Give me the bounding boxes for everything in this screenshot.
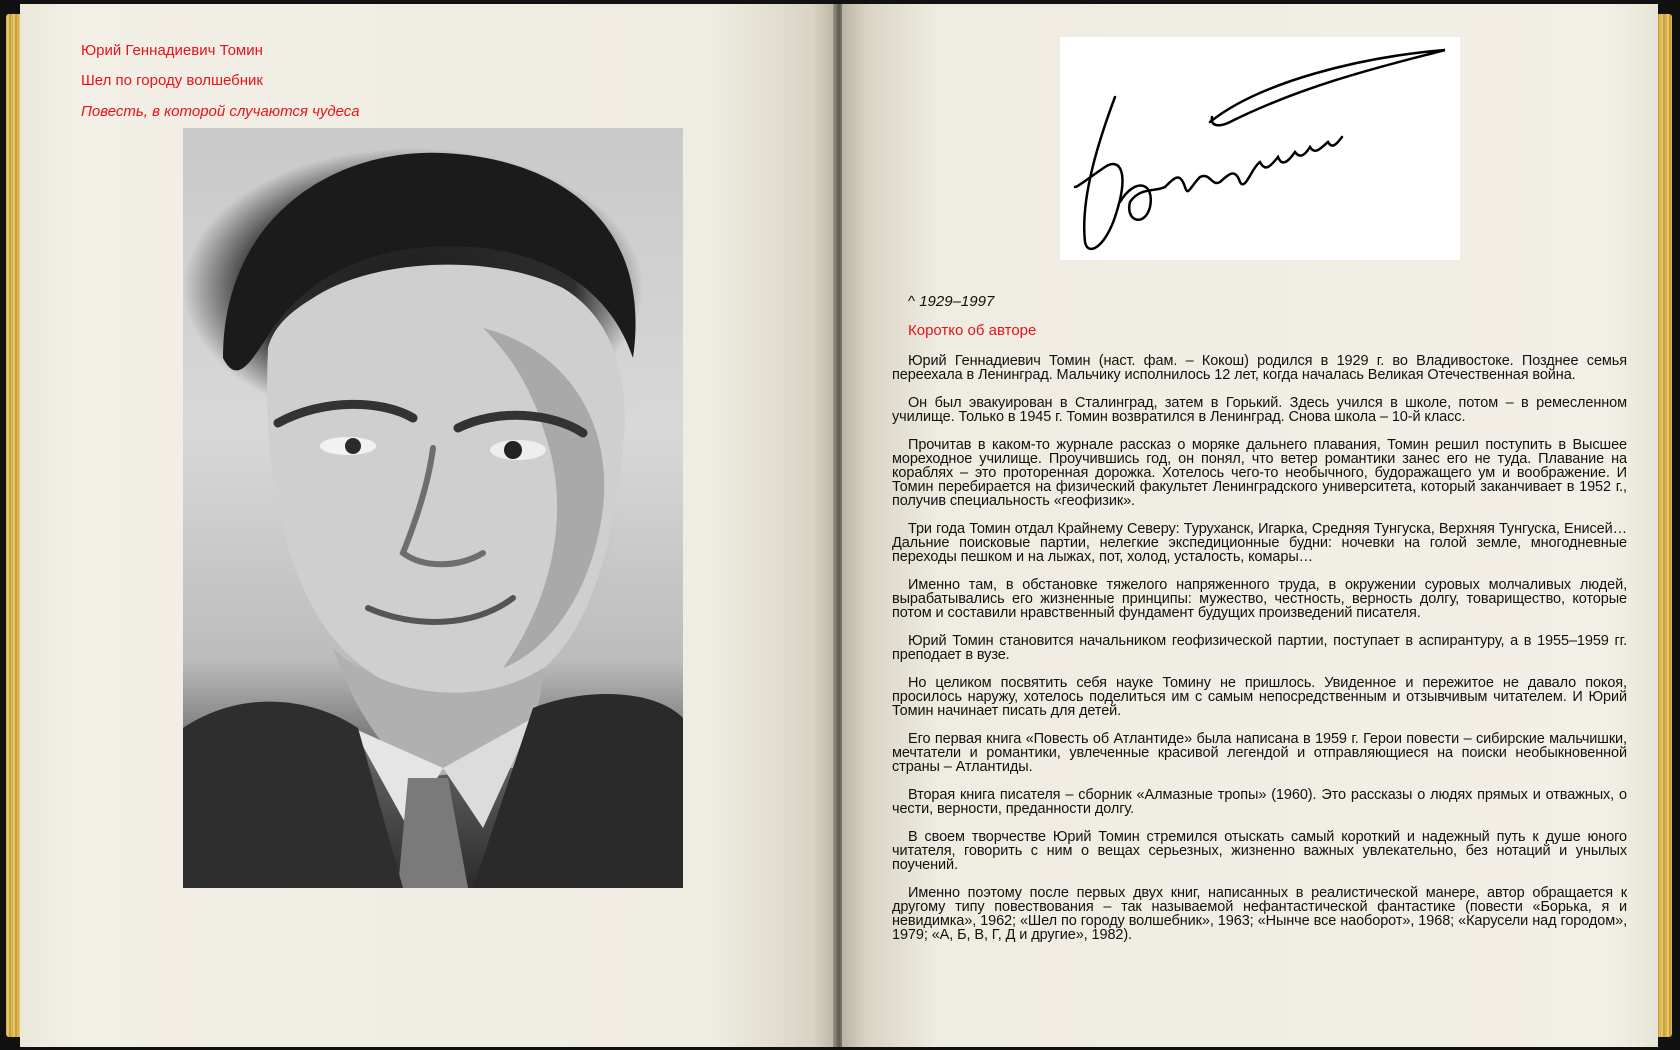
bio-paragraph: Три года Томин отдал Крайнему Северу: Туруханск, Игарка, Средняя Тунгуска, Верхняя Тунгуска, Енисей… Дальние поисковые партии, нелегкие экспедиционные будни: ночевки на голой земле, многодневные переходы пешком и на лыжах, пот, холод, усталость, комары… <box>892 521 1627 565</box>
book-subtitle: Повесть, в которой случаются чудеса <box>81 103 360 120</box>
bio-paragraph: Вторая книга писателя – сборник «Алмазные тропы» (1960). Это рассказы о людях прямых и отважных, о чести, верности, преданности долгу. <box>892 787 1627 817</box>
dates-prefix: ^ <box>908 293 916 310</box>
biography-text <box>892 354 1627 956</box>
bio-paragraph: Его первая книга «Повесть об Атлантиде» была написана в 1959 г. Герои повести – сибирские мальчишки, мечтатели и романтики, увлеченные красивой легендой и отправляющиеся на поиски необыкновенной страны – Атлантиды. <box>892 731 1627 775</box>
bio-paragraph: Но целиком посвятить себя науке Томину не пришлось. Увиденное и пережитое не давало покоя, просилось наружу, хотелось поделиться им с самым непосредственным и отзывчивым читателем. И Юрий Томин начинает писать для детей. <box>892 675 1627 719</box>
author-dates <box>908 293 994 310</box>
author-signature <box>1060 37 1460 260</box>
open-book <box>6 4 1672 1047</box>
bio-paragraph: Именно поэтому после первых двух книг, написанных в реалистической манере, автор обращается к другому типу повествования – так называемой нефантастической фантастике (повести «Борька, я и невидимка», 1962; «Шел по городу волшебник», 1963; «Нынче все наоборот», 1968; «Карусели над городом», 1979; «А, Б, В, Г, Д и другие», 1982). <box>892 885 1627 943</box>
right-page[interactable] <box>842 4 1658 1047</box>
bio-paragraph: Юрий Геннадиевич Томин (наст. фам. – Кокош) родился в 1929 г. во Владивостоке. Позднее семья переехала в Ленинград. Мальчику исполнилось 12 лет, когда началась Великая Отечественная война. <box>892 353 1627 383</box>
bio-paragraph: Прочитав в каком-то журнале рассказ о моряке дальнего плавания, Томин решил поступить в Высшее мореходное училище. Проучившись год, он понял, что ветер романтики занес его не туда. Плавание на кораблях – это проторенная дорожка. Хотелось чего-то необычного, будоражащего ум и воображение. И Томин перебирается на физический факультет Ленинградского университета, который заканчивает в 1952 г., получив специальность «геофизик». <box>892 437 1627 509</box>
signature-graphic <box>1060 37 1460 260</box>
portrait-illustration <box>183 128 683 888</box>
bio-paragraph: В своем творчестве Юрий Томин стремился отыскать самый короткий и надежный путь к душе юного читателя, говорить с ним о вещах серьезных, жизненно важных увлекательно, без нотаций и унылых поучений. <box>892 829 1627 873</box>
author-portrait <box>183 128 683 888</box>
author-name: Юрий Геннадиевич Томин <box>81 42 263 59</box>
dates-value: 1929–1997 <box>919 293 995 310</box>
bio-paragraph: Именно там, в обстановке тяжелого напряженного труда, в окружении суровых молчаливых людей, вырабатывались его жизненные принципы: мужество, честность, верность долгу, товарищество, которые потом и составили нравственный фундамент будущих произведений писателя. <box>892 577 1627 621</box>
left-page[interactable] <box>20 4 837 1047</box>
bio-paragraph: Он был эвакуирован в Сталинград, затем в Горький. Здесь учился в школе, потом – в ремесленном училище. Только в 1945 г. Томин возвратился в Ленинград. Снова школа – 10-й класс. <box>892 395 1627 425</box>
section-heading: Коротко об авторе <box>908 322 1037 339</box>
bio-paragraph: Юрий Томин становится начальником геофизической партии, поступает в аспирантуру, а в 1955–1959 гг. преподает в вузе. <box>892 633 1627 663</box>
book-title: Шел по городу волшебник <box>81 72 263 89</box>
